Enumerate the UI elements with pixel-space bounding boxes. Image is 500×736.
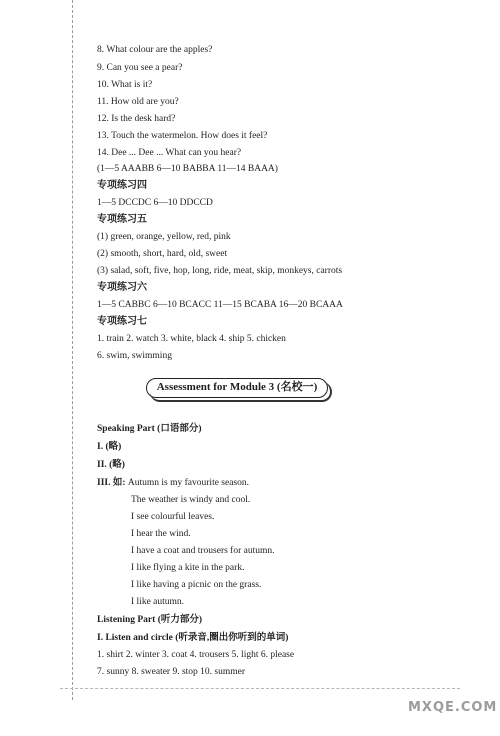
- bottom-divider: [60, 688, 460, 689]
- binding-margin-line: [72, 0, 73, 700]
- speaking-sentence-7: I like having a picnic on the grass.: [131, 580, 262, 590]
- practice6-title: 专项练习六: [97, 282, 147, 293]
- practice5-line-3: (3) salad, soft, five, hop, long, ride, meat, skip, monkeys, carrots: [97, 266, 343, 276]
- listening-line-1: 1. shirt 2. winter 3. coat 4. trousers 5. light 6. please: [97, 650, 295, 660]
- speaking-item-3-label: III. 如:: [97, 478, 128, 488]
- answer-line-14: 14. Dee ... Dee ... What can you hear?: [97, 148, 242, 158]
- speaking-sentence-6: I like flying a kite in the park.: [131, 563, 245, 573]
- answer-summary: (1—5 AAABB 6—10 BABBA 11—14 BAAA): [97, 164, 278, 174]
- speaking-sentence-4: I hear the wind.: [131, 529, 191, 539]
- practice4-title: 专项练习四: [97, 180, 147, 191]
- practice6-answers: 1—5 CABBC 6—10 BCACC 11—15 BCABA 16—20 BCAAA: [97, 300, 343, 310]
- speaking-sentence-8: I like autumn.: [131, 597, 185, 607]
- speaking-item-1: I. (略): [97, 442, 122, 452]
- speaking-item-2: II. (略): [97, 460, 125, 470]
- practice7-title: 专项练习七: [97, 316, 147, 327]
- speaking-sentence-1: Autumn is my favourite season.: [127, 478, 249, 488]
- speaking-sentence-3: I see colourful leaves.: [131, 512, 215, 522]
- listening-part-title: Listening Part (听力部分): [97, 615, 203, 625]
- listening-line-2: 7. sunny 8. sweater 9. stop 10. summer: [97, 667, 246, 677]
- speaking-sentence-5: I have a coat and trousers for autumn.: [131, 546, 275, 556]
- practice4-answers: 1—5 DCCDC 6—10 DDCCD: [97, 198, 213, 208]
- speaking-sentence-2: The weather is windy and cool.: [131, 495, 251, 505]
- answer-line-13: 13. Touch the watermelon. How does it feel?: [97, 131, 268, 141]
- practice5-line-2: (2) smooth, short, hard, old, sweet: [97, 249, 228, 259]
- listening-instruction: I. Listen and circle (听录音,圈出你听到的单词): [97, 633, 289, 643]
- assessment-title: Assessment for Module 3 (名校一): [146, 378, 328, 398]
- speaking-item-3: [97, 477, 249, 489]
- answer-line-11: 11. How old are you?: [97, 97, 179, 107]
- practice7-line-1: 1. train 2. watch 3. white, black 4. ship 5. chicken: [97, 334, 286, 344]
- answer-line-9: 9. Can you see a pear?: [97, 63, 183, 73]
- speaking-part-title: Speaking Part (口语部分): [97, 424, 202, 434]
- answer-line-10: 10. What is it?: [97, 80, 153, 90]
- practice5-line-1: (1) green, orange, yellow, red, pink: [97, 232, 231, 242]
- answer-line-8: 8. What colour are the apples?: [97, 45, 213, 55]
- practice7-line-2: 6. swim, swimming: [97, 351, 172, 361]
- watermark-logo: MXQE.COM: [408, 700, 498, 715]
- practice5-title: 专项练习五: [97, 214, 147, 225]
- answer-line-12: 12. Is the desk hard?: [97, 114, 176, 124]
